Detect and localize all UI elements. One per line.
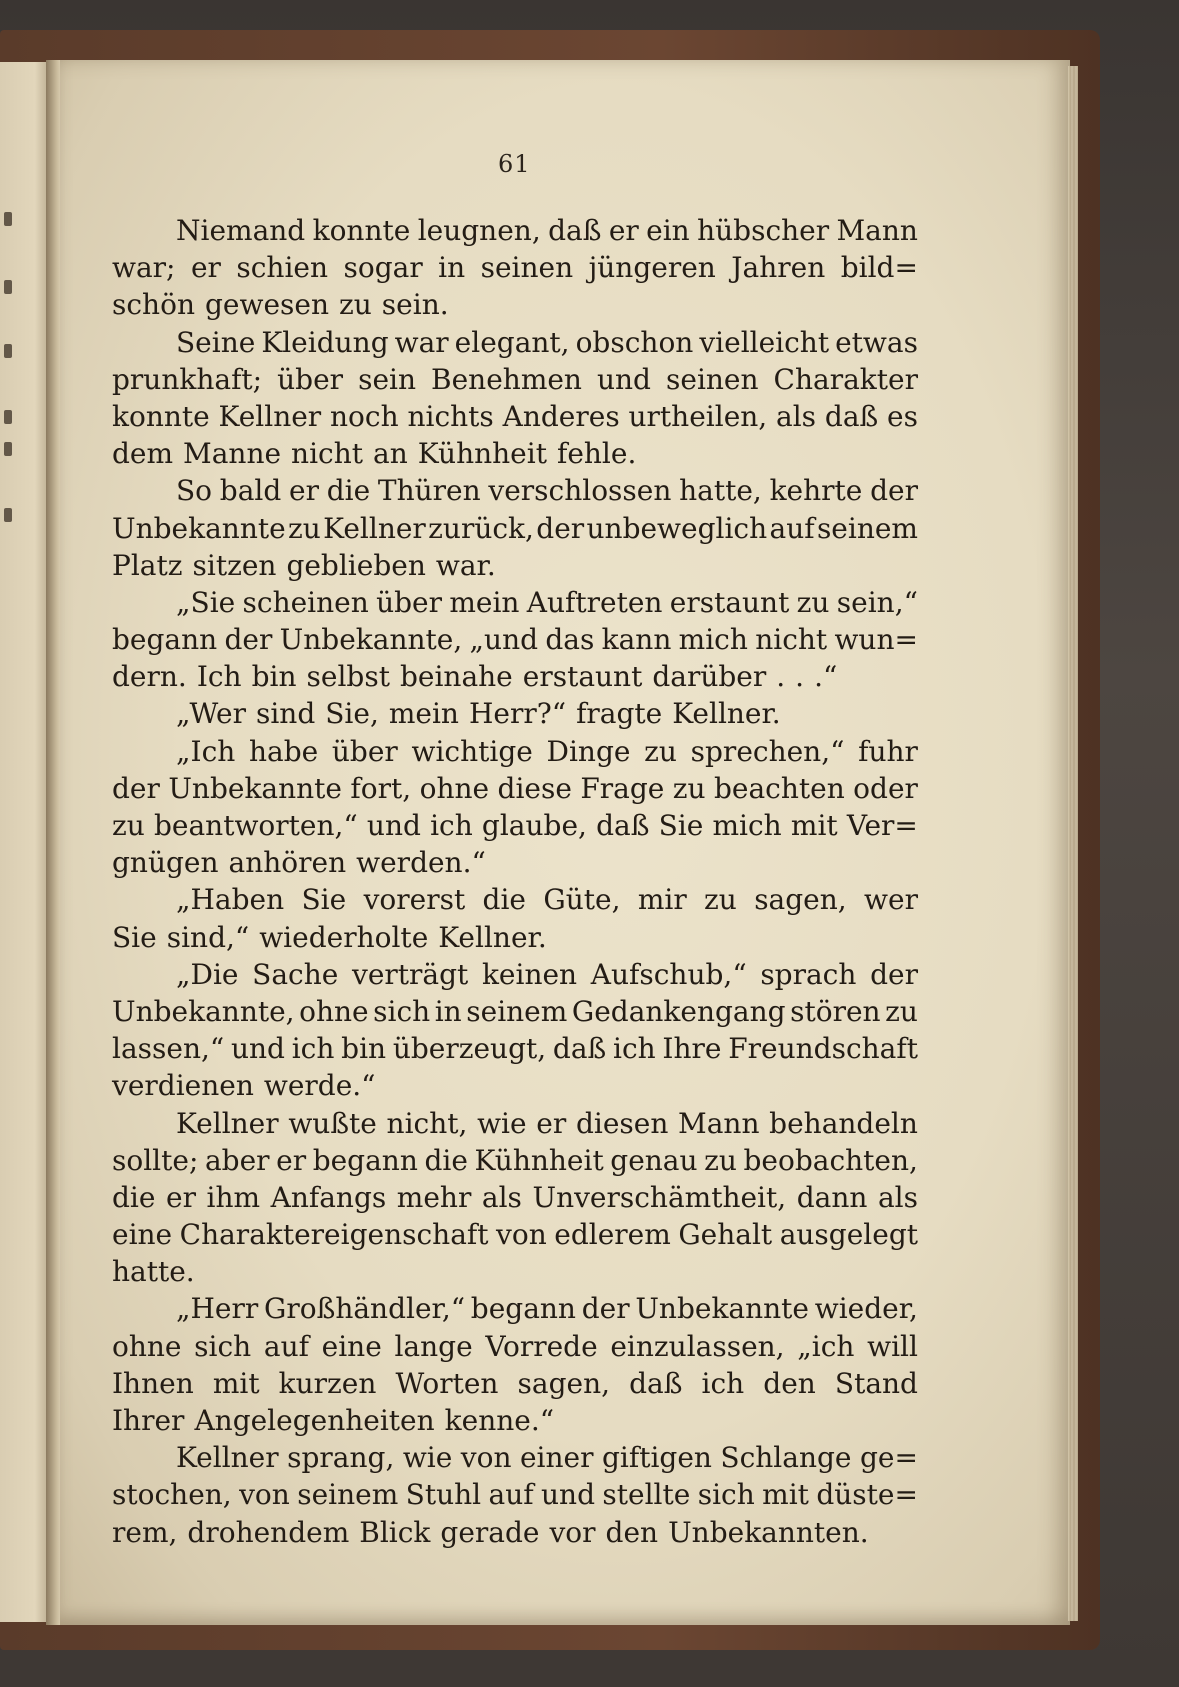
text-line: Niemand konnte leugnen, daß er ein hübscher Mann	[176, 214, 918, 247]
text-line: Ihrer Angelegenheiten kenne.“	[112, 1404, 555, 1437]
page-text	[112, 212, 918, 1551]
text-line: rem, drohendem Blick gerade vor den Unbekannten.	[112, 1515, 869, 1549]
text-line: war; er schien sogar in seinen jüngeren Jahren bild=	[112, 251, 918, 285]
text-line: der Unbekannte fort, ohne diese Frage zu beachten oder	[112, 771, 918, 805]
text-line: „Sie scheinen über mein Auftreten erstaunt zu sein,“	[176, 585, 918, 619]
text-line: hatte.	[112, 1255, 195, 1289]
page-number: 61	[498, 150, 531, 178]
text-fragment	[4, 442, 12, 456]
text-line: „Herr Großhändler,“ begann der Unbekannte wieder,	[176, 1292, 918, 1326]
text-line: ohne sich auf eine lange Vorrede einzulassen, „ich will	[112, 1329, 918, 1363]
text-line: begann der Unbekannte, „und das kann mich nicht wun=	[112, 623, 918, 657]
text-line: dem Manne nicht an Kühnheit fehle.	[112, 437, 637, 471]
text-line: „Haben Sie vorerst die Güte, mir zu sagen, wer	[176, 883, 918, 917]
text-line: zu beantworten,“ und ich glaube, daß Sie mich mit Ver=	[112, 809, 918, 842]
text-line: lassen,“ und ich bin überzeugt, daß ich Ihre Freundschaft	[112, 1032, 918, 1066]
text-fragment	[4, 212, 12, 226]
text-line: prunkhaft; über sein Benehmen und seinen Charakter	[112, 362, 918, 396]
previous-page-edge	[0, 62, 50, 1622]
text-fragment	[4, 344, 12, 358]
text-line: So bald er die Thüren verschlossen hatte, kehrte der	[176, 474, 918, 508]
text-fragment	[4, 410, 12, 424]
text-line: dern. Ich bin selbst beinahe erstaunt darüber . . .“	[112, 660, 838, 694]
text-fragment	[4, 280, 12, 294]
text-line: gnügen anhören werden.“	[112, 846, 486, 880]
text-line: sollte; aber er begann die Kühnheit genau zu beobachten,	[112, 1143, 918, 1177]
text-line: Ihnen mit kurzen Worten sagen, daß ich den Stand	[112, 1366, 918, 1400]
text-line: Unbekannte, ohne sich in seinem Gedankengang stören zu	[112, 994, 918, 1028]
text-line: Seine Kleidung war elegant, obschon vielleicht etwas	[176, 325, 918, 359]
text-line: Kellner sprang, wie von einer giftigen Schlange ge=	[176, 1441, 918, 1475]
text-line: eine Charaktereigenschaft von edlerem Gehalt ausgelegt	[112, 1218, 918, 1252]
text-line: Unbekannte zu Kellner zurück, der unbeweglich auf seinem	[112, 511, 918, 545]
text-line: verdienen werde.“	[112, 1069, 376, 1103]
text-line: schön gewesen zu sein.	[112, 288, 449, 322]
page-stack-edge	[1068, 66, 1078, 1621]
text-line: stochen, von seinem Stuhl auf und stellte sich mit düste=	[112, 1478, 918, 1512]
text-line: „Wer sind Sie, mein Herr?“ fragte Kellner.	[176, 697, 781, 731]
text-line: die er ihm Anfangs mehr als Unverschämtheit, dann als	[112, 1180, 918, 1214]
text-fragment	[4, 508, 12, 522]
text-line: konnte Kellner noch nichts Anderes urtheilen, als daß es	[112, 399, 918, 433]
text-line: Kellner wußte nicht, wie er diesen Mann behandeln	[176, 1106, 918, 1140]
text-line: Sie sind,“ wiederholte Kellner.	[112, 920, 547, 954]
text-line: „Die Sache verträgt keinen Aufschub,“ sprach der	[176, 957, 918, 991]
previous-page-text-fragments	[0, 62, 50, 1622]
text-line: Platz sitzen geblieben war.	[112, 548, 496, 582]
text-line: „Ich habe über wichtige Dinge zu sprechen,“ fuhr	[176, 734, 918, 768]
